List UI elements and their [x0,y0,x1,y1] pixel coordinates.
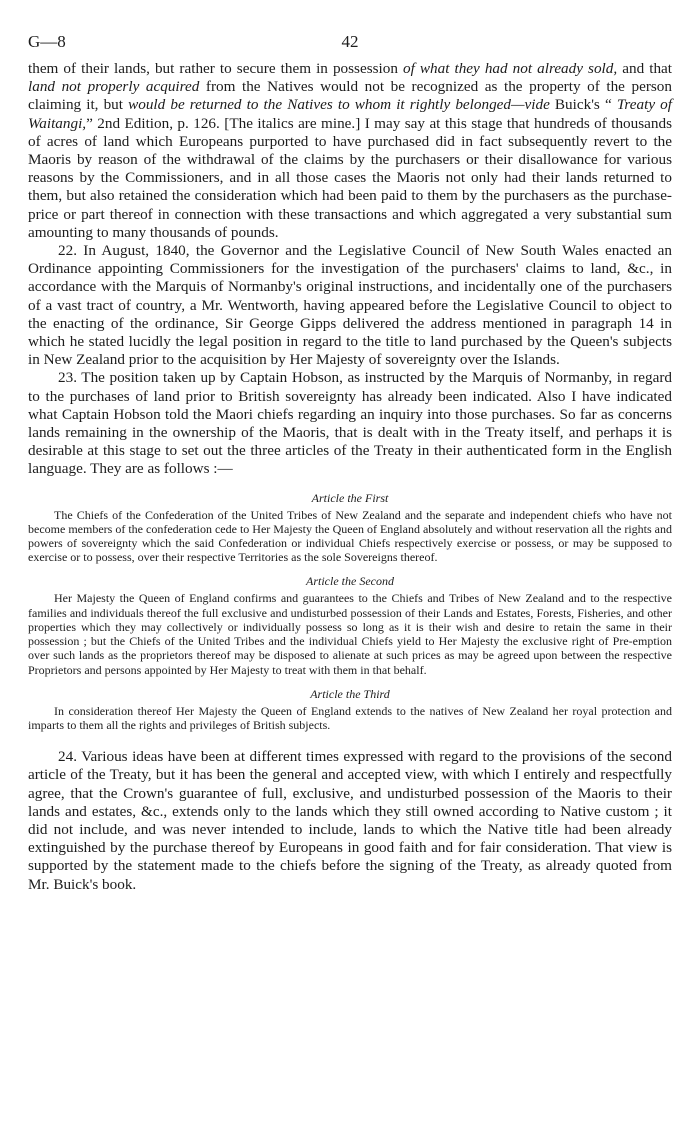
article-text: In consideration thereof Her Majesty the Queen of England extends to the natives of New Zealand her royal protection and imparts to them all the rights and privileges of British subjects. [28,703,672,732]
intro-text: them of their lands, but rather to secure them in possession [28,60,403,77]
intro-text: ” 2nd Edition, p. 126. [The italics are mine.] I may say at this stage that hundreds of thousands of acres of land which Europeans purported to have purchased did in fact subsequently revert to the Maoris by reason of the withdrawal of the claims by the purchasers or their disallowance for various reasons by the Commissioners, and in all those cases the Maoris not only had their lands returned to them, but also retained the consideration which had been paid to them by the purchasers as the purchase-price or part thereof in connection with these transactions and which aggregated a very substantial sum amounting to many thousands of pounds. [28,114,672,241]
article-title: Article the First [311,490,389,505]
intro-paragraph [28,60,672,242]
document-reference: G—8 [28,32,66,51]
intro-text: and that [617,60,673,77]
paragraph-23: 23. The position taken up by Captain Hobson, as instructed by the Marquis of Normanby, in regard to the purchases of land prior to British sovereignty has already been indicated. Also I have indicated what Captain Hobson told the Maori chiefs regarding an inquiry into those purchases. So far as concerns lands remaining in the ownership of the Maoris, that is dealt with in the Treaty itself, and perhaps it is desirable at this stage to set out the three articles of the Treaty in their authenticated form in the English language. They are as follows :— [28,369,672,478]
intro-text: Buick's “ [549,96,617,114]
article-second [28,574,672,676]
page-header [28,32,672,60]
intro-text: from the Natives would not be recognized as the property of the person claiming it, but [28,78,672,114]
treaty-articles [28,491,672,732]
paragraph-24: 24. Various ideas have been at different times expressed with regard to the provisions of the second article of the Treaty, but it has been the general and accepted view, with which I entirely and respectfully agree, that the Crown's guarantee of full, exclusive, and undisturbed possession of the Maoris to their lands and estates, &c., extends only to the lands which they still owned according to Native custom ; it did not include, and was never intended to include, lands to which the Native title had been already extinguished by the purchase thereof by Europeans in good faith and for fair consideration. That view is supported by the statement made to the chiefs before the signing of the Treaty, as already quoted from Mr. Buick's book. [28,748,672,893]
intro-italic-text: land not properly acquired [28,78,200,96]
article-third [28,687,672,732]
intro-italic-text: of what they had not already sold, [403,60,618,77]
article-text: Her Majesty the Queen of England confirms and guarantees to the Chiefs and Tribes of New Zealand and to the respective families and individuals thereof the full exclusive and undisturbed possession of their Lands and Estates, Forests, Fisheries, and other properties which they may collectively or individually possess so long as it is their wish and desire to retain the same in their possession ; but the Chiefs of the United Tribes and the individual Chiefs yield to Her Majesty the exclusive right of Pre-emption over such lands as the proprietors thereof may be disposed to alienate at such prices as may be agreed upon between the respective Proprietors and persons appointed by Her Majesty to treat with them in that behalf. [28,591,672,677]
article-text: The Chiefs of the Confederation of the United Tribes of New Zealand and the separate and independent chiefs who have not become members of the confederation cede to Her Majesty the Queen of England absolutely and without reservation all the rights and powers of sovereignty which the said Confederation or individual Chiefs respectively exercise or possess, or may be supposed to exercise or to possess, over their respective Territories as the sole Sovereigns thereof. [28,507,672,565]
paragraph-22: 22. In August, 1840, the Governor and the Legislative Council of New South Wales enacted an Ordinance appointing Commissioners for the investigation of the purchasers' claims to land, &c., in accordance with the Marquis of Normanby's original instructions, and incidentally one of the purchasers of a vast tract of country, a Mr. Wentworth, having appeared before the Legislative Council to object to the enacting of the ordinance, Sir George Gipps delivered the address mentioned in paragraph 14 in which he stated lucidly the legal position in regard to the title to land purchased by the Queen's subjects in New Zealand prior to the acquisition by Her Majesty of sovereignty over the Islands. [28,242,672,369]
document-page [28,32,672,894]
page-number: 42 [341,32,359,51]
article-title: Article the Second [306,574,394,589]
intro-italic-text: Treaty of Waitangi, [28,96,672,132]
article-first [28,491,672,565]
article-title: Article the Third [310,686,390,701]
intro-italic-text: would be returned to the Natives to whom it rightly belonged—vide [128,96,550,114]
